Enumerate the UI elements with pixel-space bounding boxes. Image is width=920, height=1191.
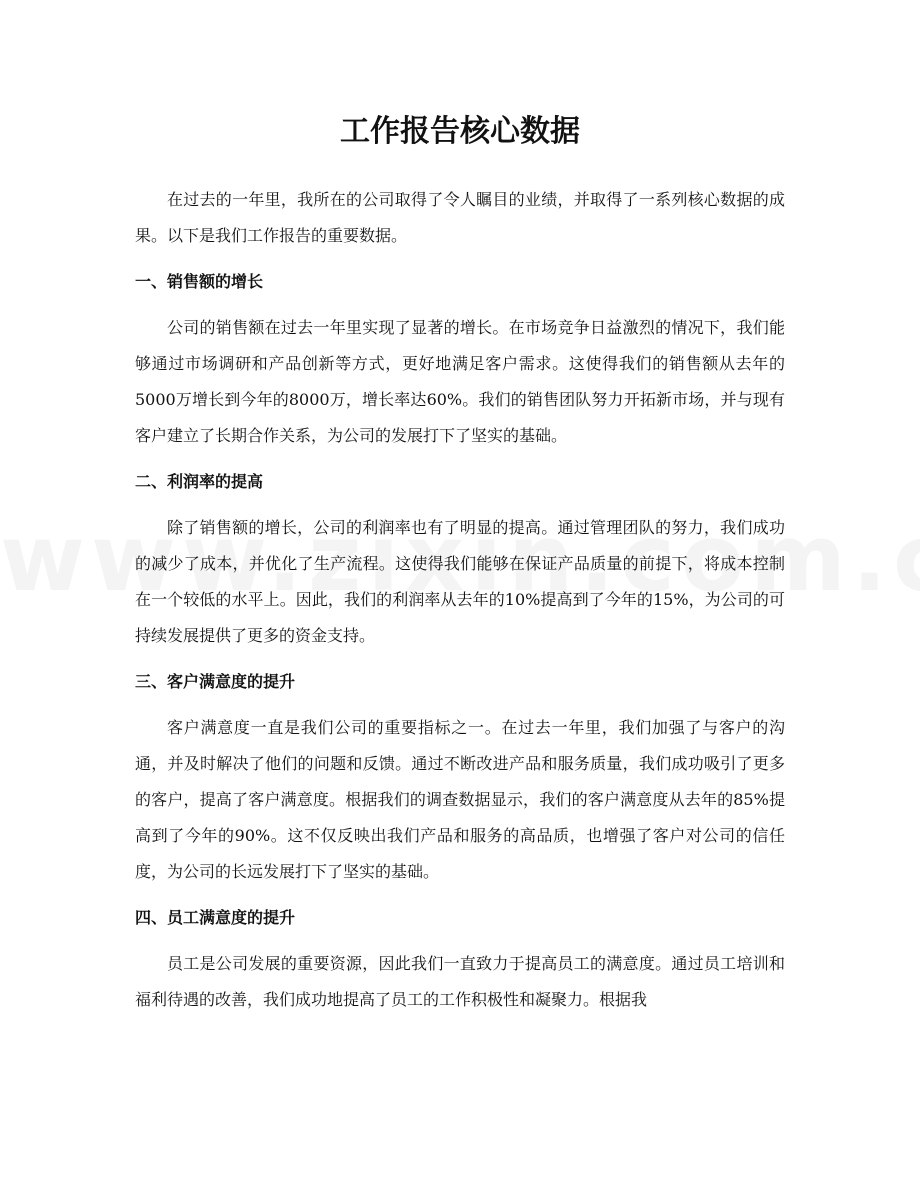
- page-title: 工作报告核心数据: [340, 114, 580, 149]
- section-body-customer: 客户满意度一直是我们公司的重要指标之一。在过去一年里，我们加强了与客户的沟通，并及时解决了他们的问题和反馈。通过不断改进产品和服务质量，我们成功吸引了更多的客户，提高了客户满意度。根据我们的调查数据显示，我们的客户满意度从去年的85%提高到了今年的90%。这不仅反映出我们产品和服务的高品质，也增强了客户对公司的信任度，为公司的长远发展打下了坚实的基础。: [135, 718, 785, 881]
- section-heading-profit: 二、利润率的提高: [135, 472, 264, 491]
- section-body-profit: 除了销售额的增长，公司的利润率也有了明显的提高。通过管理团队的努力，我们成功的减少了成本，并优化了生产流程。这使得我们能够在保证产品质量的前提下，将成本控制在一个较低的水平上。因此，我们的利润率从去年的10%提高到了今年的15%，为公司的可持续发展提供了更多的资金支持。: [135, 518, 785, 645]
- section-heading-sales: 一、销售额的增长: [135, 272, 264, 291]
- section-body-employee: 员工是公司发展的重要资源，因此我们一直致力于提高员工的满意度。通过员工培训和福利待遇的改善，我们成功地提高了员工的工作积极性和凝聚力。根据我: [135, 954, 785, 1009]
- intro-paragraph: 在过去的一年里，我所在的公司取得了令人瞩目的业绩，并取得了一系列核心数据的成果。以下是我们工作报告的重要数据。: [135, 190, 785, 245]
- section-heading-employee: 四、员工满意度的提升: [135, 908, 296, 927]
- section-body-sales: 公司的销售额在过去一年里实现了显著的增长。在市场竞争日益激烈的情况下，我们能够通过市场调研和产品创新等方式，更好地满足客户需求。这使得我们的销售额从去年的5000万增长到今年的8000万，增长率达60%。我们的销售团队努力开拓新市场，并与现有客户建立了长期合作关系，为公司的发展打下了坚实的基础。: [135, 318, 785, 445]
- section-heading-customer: 三、客户满意度的提升: [135, 672, 296, 691]
- document-body: [135, 182, 785, 1018]
